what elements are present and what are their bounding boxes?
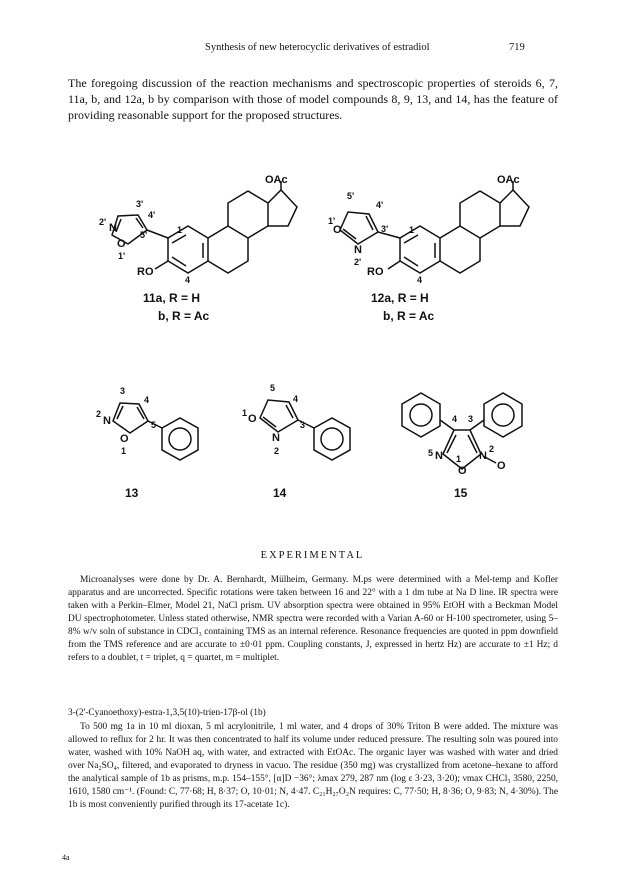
experimental-heading: EXPERIMENTAL bbox=[260, 550, 365, 561]
s11-label: 5' bbox=[140, 230, 148, 240]
s11-substituent-top: OAc bbox=[265, 174, 288, 186]
s12-substituent-top: OAc bbox=[497, 174, 520, 186]
s13-label: 1 bbox=[121, 446, 127, 456]
s15-label: 3 bbox=[468, 414, 474, 424]
s14-label: 5 bbox=[270, 383, 276, 393]
s15-label: N bbox=[479, 450, 487, 462]
s12-label: 1 bbox=[409, 225, 415, 235]
s11-substituent-left: RO bbox=[137, 266, 154, 278]
page-number: 719 bbox=[509, 42, 525, 53]
s12-substituent-left: RO bbox=[367, 266, 384, 278]
running-title: Synthesis of new heterocyclic derivatives of estradiol bbox=[205, 42, 430, 53]
s14-label: 4 bbox=[293, 394, 299, 404]
s15-label: 2 bbox=[489, 444, 495, 454]
s13-label: 4 bbox=[144, 395, 150, 405]
s14-label: 1 bbox=[242, 408, 248, 418]
intro-paragraph: The foregoing discussion of the reaction mechanisms and spectroscopic properties of steroids 6, 7, 11a, b, and 12a, b by comparison with those of model compounds 8, 9, 13, and 14, has the feature of providing reasonable support for the proposed structures. bbox=[68, 76, 558, 122]
s14-caption: 14 bbox=[273, 486, 287, 500]
s12-caption-2: b, R = Ac bbox=[383, 309, 435, 323]
s13-label: O bbox=[120, 433, 129, 445]
s12-label: N bbox=[354, 244, 362, 256]
s12-label: O bbox=[333, 224, 342, 236]
s15-label: O bbox=[458, 465, 467, 477]
footer-mark: 4a bbox=[62, 853, 70, 862]
s12-label: 2' bbox=[354, 257, 362, 267]
structure-12-steroid bbox=[340, 181, 529, 273]
s14-label: O bbox=[248, 413, 257, 425]
compound-title: 3-(2'-Cyanoethoxy)-estra-1,3,5(10)-trien-17β-ol (1b) bbox=[68, 708, 266, 718]
s11-label: 2' bbox=[99, 217, 107, 227]
s15-label: O bbox=[497, 460, 506, 472]
experimental-paragraph: Microanalyses were done by Dr. A. Bernhardt, Mülheim, Germany. M.ps were determined with a Mel-temp and Kofler apparatus and are uncorrected. Specific rotations were taken between 16 and 22° with a 1 dm tube at Na D line. IR spectra were taken with a Perkin–Elmer, Model 21, NaCl prism. UV absorption spectra were obtained in 95% EtOH with a Beckman Model DU spectrophotometer. Unless stated otherwise, NMR spectra were recorded with a Varian A-60 or H-100 spectrometer, using 5–8% w/v soln of substance in CDCl₃ containing TMS as an internal reference. Resonance frequencies are quoted in ppm downfield from the TMS reference and are accurate to ±0·01 ppm. Coupling constants, J, expressed in hertz Hz) are accurate to ±1 Hz; d refers to a doublet, t = triplet, q = quartet, m = multiplet. bbox=[68, 575, 558, 663]
s11-label: 3' bbox=[136, 199, 144, 209]
s11-label: 4 bbox=[185, 275, 191, 285]
s14-label: 2 bbox=[274, 446, 280, 456]
s15-label: 4 bbox=[452, 414, 458, 424]
s11-label: 1 bbox=[177, 225, 183, 235]
s11-label: N bbox=[109, 222, 117, 234]
s13-caption: 13 bbox=[125, 486, 139, 500]
s15-caption: 15 bbox=[454, 486, 468, 500]
s12-label: 4 bbox=[417, 275, 423, 285]
s13-label: N bbox=[103, 415, 111, 427]
s11-caption-2: b, R = Ac bbox=[158, 309, 210, 323]
s14-label: 3 bbox=[300, 420, 306, 430]
s12-caption-1: 12a, R = H bbox=[371, 291, 429, 305]
s12-label: 1' bbox=[328, 216, 336, 226]
s13-label: 5 bbox=[151, 420, 157, 430]
s13-label: 3 bbox=[120, 386, 126, 396]
s14-label: N bbox=[272, 432, 280, 444]
s11-label: 1' bbox=[118, 251, 126, 261]
s12-label: 5' bbox=[347, 191, 355, 201]
s11-caption-1: 11a, R = H bbox=[143, 291, 201, 305]
s11-label: O bbox=[117, 238, 126, 250]
s15-label: 5 bbox=[428, 448, 434, 458]
s12-label: 3' bbox=[381, 224, 389, 234]
s12-label: 4' bbox=[376, 200, 384, 210]
s15-label: N bbox=[435, 450, 443, 462]
s15-label: 1 bbox=[456, 454, 462, 464]
compound-paragraph: To 500 mg 1a in 10 ml dioxan, 5 ml acrylonitrile, 1 ml water, and 4 drops of 30% Triton B were added. The mixture was allowed to reflux for 2 hr. It was then concentrated to half its volume under reduced pressure. The resulting soln was poured into water, washed with 10% NaOH aq, with water, and extracted with EtOAc. The organic layer was washed with water and dried over Na₂SO₄, filtered, and evaporated to dryness in vacuo. The residue (350 mg) was crystallized from acetone–hexane to afford the analytical sample of 1b as prisms, m.p. 154–155°, [α]D −36°; λmax 279, 287 nm (log ε 3·23, 3·20); νmax CHCl₃ 3580, 2250, 1610, 1580 cm⁻¹. (Found: C, 77·68; H, 8·37; O, 10·01; N, 4·47. C₂₁H₂₇O₂N requires: C, 77·50; H, 8·36; O, 9·83; N, 4·30%). The 1b is most conveniently purified through its 17-acetate 1c). bbox=[68, 722, 558, 810]
s11-label: 4' bbox=[148, 210, 156, 220]
s13-label: 2 bbox=[96, 409, 102, 419]
structure-15 bbox=[402, 393, 522, 469]
structure-11-steroid bbox=[112, 181, 297, 273]
